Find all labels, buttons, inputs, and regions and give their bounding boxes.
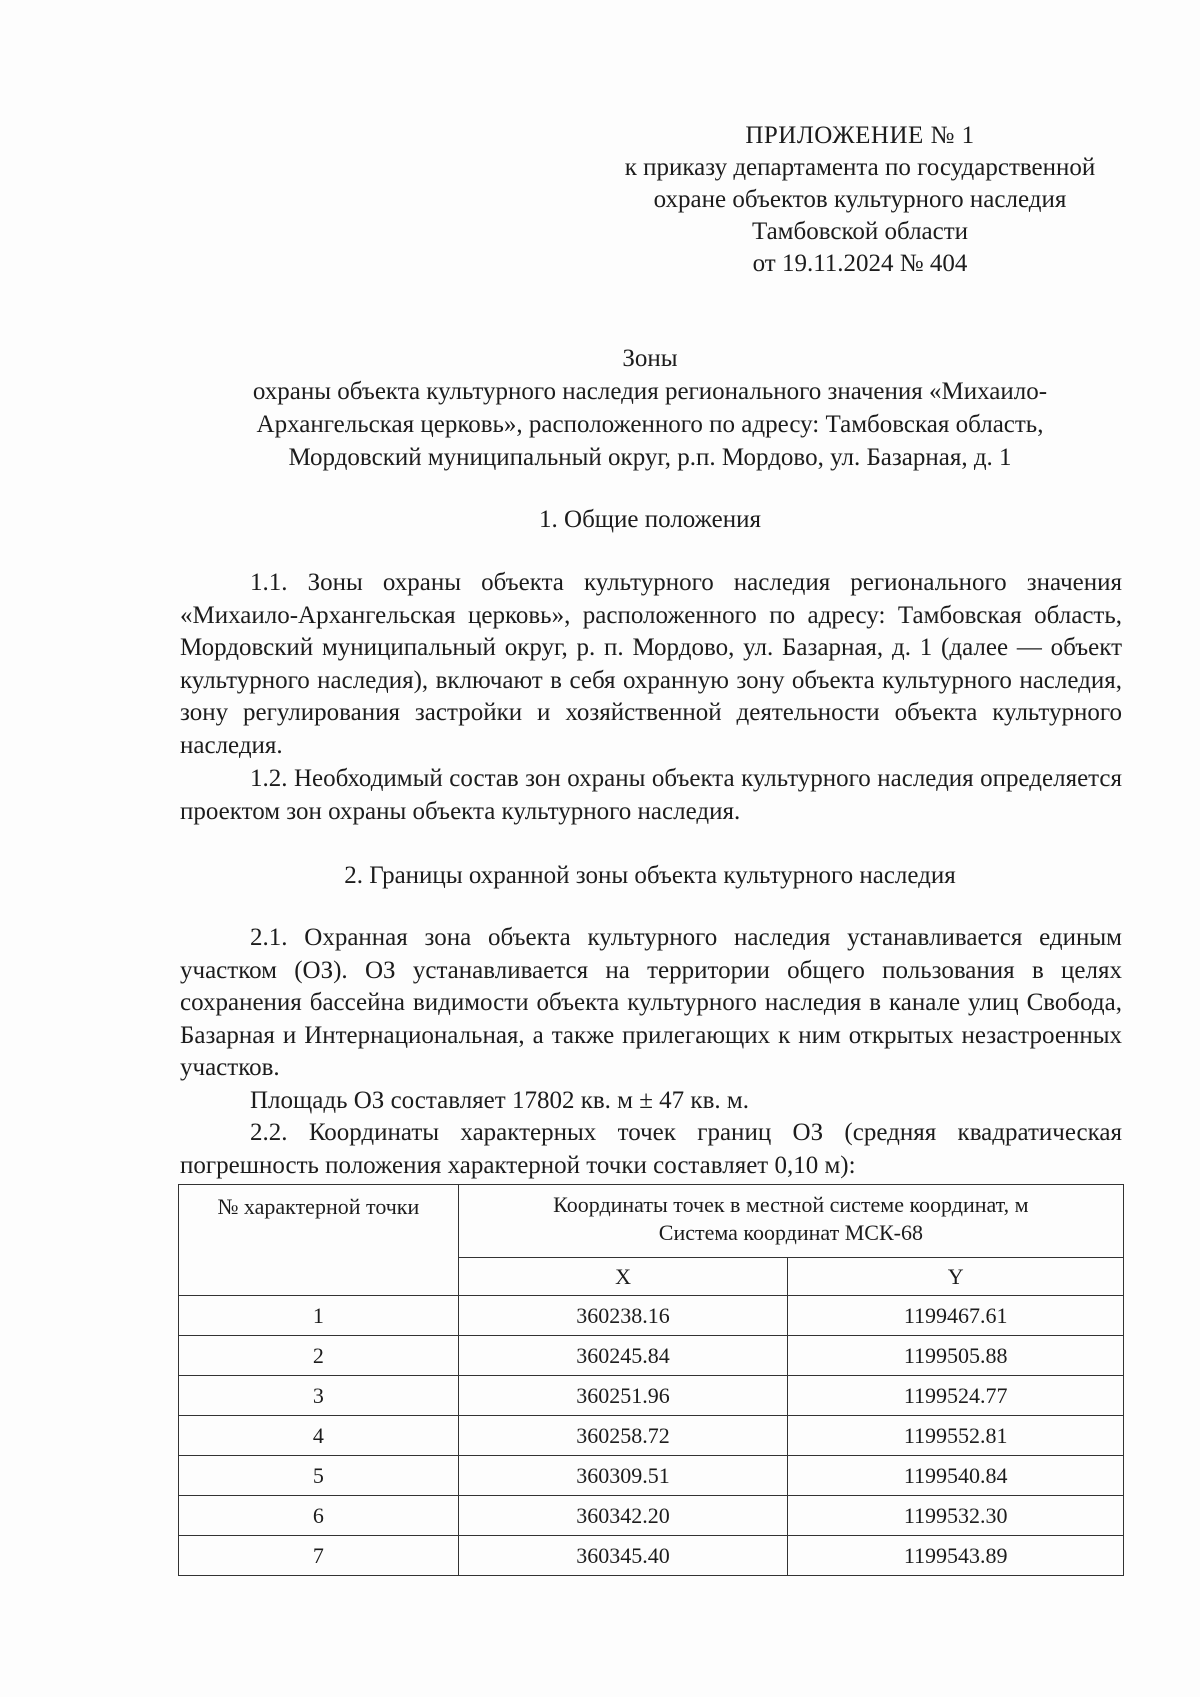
coordinates-table <box>178 1184 1124 1576</box>
table-row <box>179 1456 1124 1496</box>
coord-x: 360309.51 <box>458 1456 788 1496</box>
coord-y: 1199552.81 <box>788 1416 1124 1456</box>
coord-x: 360251.96 <box>458 1376 788 1416</box>
appendix-header <box>590 120 1130 280</box>
paragraph-2-1 <box>180 922 1122 1085</box>
point-number: 7 <box>179 1536 459 1576</box>
table-row <box>179 1376 1124 1416</box>
appendix-date: от 19.11.2024 № 404 <box>752 250 968 277</box>
appendix-title: ПРИЛОЖЕНИЕ № 1 <box>745 122 975 149</box>
table-row <box>179 1336 1124 1376</box>
paragraph-2-1-text: 2.1. Охранная зона объекта культурного наследия устанавливается единым участком (ОЗ). ОЗ устанавливается на территории общего пользования в целях сохранения бассейна видимости объекта культурного наследия в канале улиц Свобода, Базарная и Интернациональная, а также прилегающих к ним открытых незастроенных участков. <box>180 924 1122 1081</box>
area-statement <box>180 1085 1122 1118</box>
area-statement-text: Площадь ОЗ составляет 17802 кв. м ± 47 кв. м. <box>250 1087 749 1114</box>
paragraph-2-2 <box>180 1117 1122 1182</box>
header-coordinate-system-line-1: Координаты точек в местной системе координат, м <box>553 1192 1029 1217</box>
header-y: Y <box>788 1258 1124 1296</box>
point-number: 5 <box>179 1456 459 1496</box>
point-number: 6 <box>179 1496 459 1536</box>
coord-x: 360342.20 <box>458 1496 788 1536</box>
document-title-line-2: охраны объекта культурного наследия регионального значения «Михаило- <box>252 378 1048 405</box>
table-row <box>179 1536 1124 1576</box>
coord-y: 1199524.77 <box>788 1376 1124 1416</box>
paragraph-1-2-text: 1.2. Необходимый состав зон охраны объекта культурного наследия определяется проектом зон охраны объекта культурного наследия. <box>180 765 1122 825</box>
coord-x: 360238.16 <box>458 1296 788 1336</box>
document-title-line-4: Мордовский муниципальный округ, р.п. Мордово, ул. Базарная, д. 1 <box>288 444 1012 471</box>
point-number: 1 <box>179 1296 459 1336</box>
point-number: 3 <box>179 1376 459 1416</box>
coord-y: 1199543.89 <box>788 1536 1124 1576</box>
table-row <box>179 1296 1124 1336</box>
paragraph-1-1-text: 1.1. Зоны охраны объекта культурного наследия регионального значения «Михаило-Архангельская церковь», расположенного по адресу: Тамбовская область, Мордовский муниципальный округ, р. п. Мордово, ул. Базарная, д. 1 (далее — объект культурного наследия), включают в себя охранную зону объекта культурного наследия, зону регулирования застройки и хозяйственной деятельности объекта культурного наследия. <box>180 569 1122 759</box>
header-coordinate-system <box>458 1185 1123 1258</box>
appendix-line-1: к приказу департамента по государственной <box>624 154 1096 181</box>
coord-x: 360345.40 <box>458 1536 788 1576</box>
coord-y: 1199505.88 <box>788 1336 1124 1376</box>
header-point-number: № характерной точки <box>179 1185 459 1296</box>
appendix-line-2: охране объектов культурного наследия <box>653 186 1067 213</box>
coord-x: 360258.72 <box>458 1416 788 1456</box>
point-number: 4 <box>179 1416 459 1456</box>
document-title-line-3: Архангельская церковь», расположенного по адресу: Тамбовская область, <box>256 411 1044 438</box>
paragraph-1-2 <box>180 763 1122 828</box>
coord-x: 360245.84 <box>458 1336 788 1376</box>
coord-y: 1199540.84 <box>788 1456 1124 1496</box>
appendix-line-3: Тамбовской области <box>751 218 969 245</box>
header-x: X <box>458 1258 788 1296</box>
point-number: 2 <box>179 1336 459 1376</box>
table-row <box>179 1416 1124 1456</box>
document-title <box>180 342 1120 474</box>
coord-y: 1199467.61 <box>788 1296 1124 1336</box>
table-row <box>179 1496 1124 1536</box>
header-coordinate-system-line-2: Система координат МСК-68 <box>658 1220 923 1245</box>
paragraph-1-1 <box>180 567 1122 762</box>
section-1-heading: 1. Общие положения <box>539 506 761 533</box>
section-2-heading: 2. Границы охранной зоны объекта культурного наследия <box>344 862 956 889</box>
coord-y: 1199532.30 <box>788 1496 1124 1536</box>
document-title-line-1: Зоны <box>622 345 678 372</box>
paragraph-2-2-text: 2.2. Координаты характерных точек границ ОЗ (средняя квадратическая погрешность положения характерной точки составляет 0,10 м): <box>180 1119 1122 1179</box>
